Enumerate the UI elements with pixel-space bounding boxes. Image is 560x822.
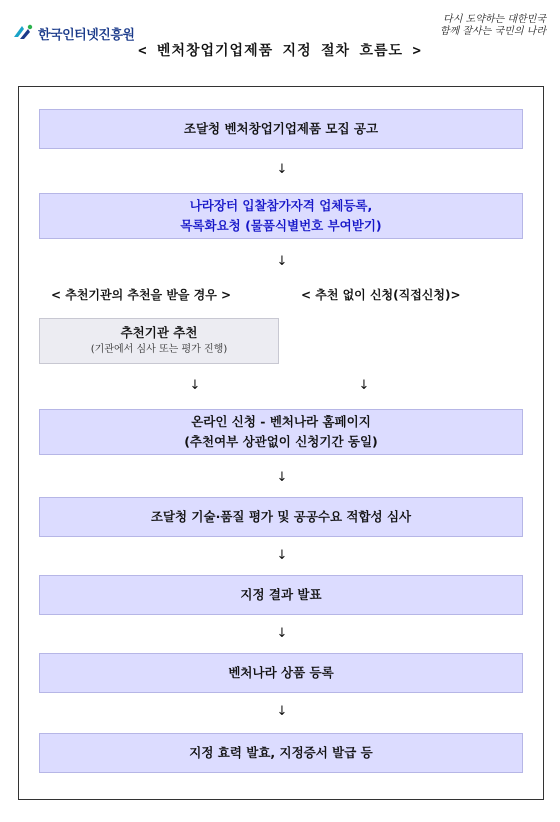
slogan	[426, 14, 546, 38]
step-registration-line-1: 나라장터 입찰참가자격 업체등록,	[189, 198, 373, 213]
arrow-down-icon: ↓	[358, 378, 370, 393]
step-online-line-2: (추천여부 상관없이 신청기간 동일)	[184, 434, 378, 449]
step-recommendation-title: 추천기관 추천	[120, 325, 198, 340]
step-registration	[39, 193, 523, 239]
step-product-registration	[39, 653, 523, 693]
step-recommendation	[39, 318, 279, 364]
step-product-registration-text: 벤처나라 상품 등록	[228, 665, 334, 680]
step-certificate	[39, 733, 523, 773]
step-certificate-text: 지정 효력 발효, 지정증서 발급 등	[189, 745, 373, 760]
step-evaluation	[39, 497, 523, 537]
step-announcement	[39, 109, 523, 149]
branch-direct: < 추천 없이 신청(직접신청)>	[301, 288, 461, 302]
step-announcement-text: 조달청 벤처창업기업제품 모집 공고	[183, 121, 379, 136]
logo-text: 한국인터넷진흥원	[38, 27, 135, 43]
document-title: < 벤처창업기업제품 지정 절차 흐름도 >	[138, 43, 422, 59]
arrow-down-icon: ↓	[276, 704, 288, 719]
arrow-down-icon: ↓	[276, 254, 288, 269]
arrow-down-icon: ↓	[276, 626, 288, 641]
step-registration-line-2: 목록화요청 (물품식별번호 부여받기)	[180, 218, 382, 233]
step-evaluation-text: 조달청 기술·품질 평가 및 공공수요 적합성 심사	[150, 509, 412, 524]
step-result	[39, 575, 523, 615]
slogan-line-1: 다시 도약하는 대한민국	[443, 14, 546, 25]
step-recommendation-sub: (기관에서 심사 또는 평가 진행)	[90, 344, 228, 355]
arrow-down-icon: ↓	[276, 470, 288, 485]
slogan-line-2: 함께 잘사는 국민의 나라	[439, 26, 546, 37]
arrow-down-icon: ↓	[276, 162, 288, 177]
arrow-down-icon: ↓	[189, 378, 201, 393]
step-online-application	[39, 409, 523, 455]
arrow-down-icon: ↓	[276, 548, 288, 563]
flowchart-frame	[18, 86, 544, 800]
step-result-text: 지정 결과 발표	[240, 587, 322, 602]
branch-recommended: < 추천기관의 추천을 받을 경우 >	[51, 288, 232, 302]
step-online-line-1: 온라인 신청 - 벤처나라 홈페이지	[191, 414, 371, 429]
